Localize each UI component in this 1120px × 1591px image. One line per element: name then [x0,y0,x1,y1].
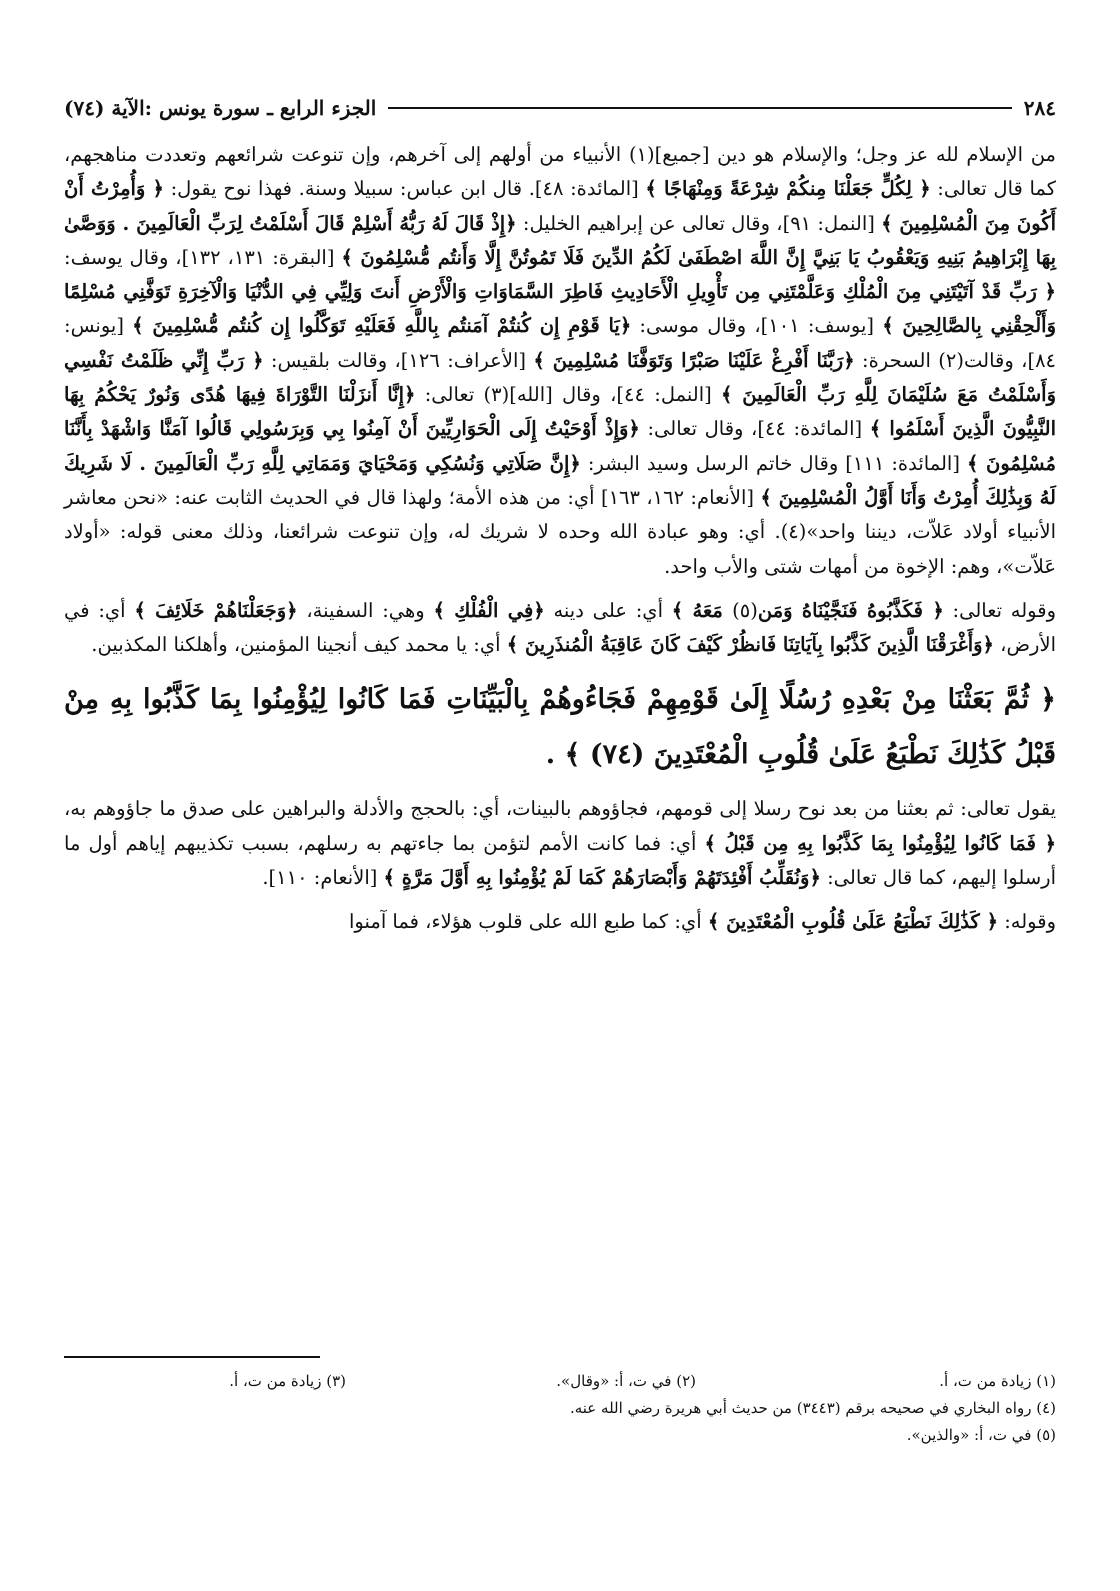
text-run: (٤) [780,520,807,544]
paragraphs-after-verse [64,792,1056,939]
text-run: أي: في الأرض، [64,598,1056,657]
text-run: [المائدة: ٤٤]، وقال تعالى: [639,417,870,441]
quran-quote: ﴿ فَمَا كَانُوا لِيُؤْمِنُوا بِمَا كَذَّبُوا بِهِ مِن قَبْلُ ﴾ [704,831,1056,855]
quran-quote: ﴿فِي الْفُلْكِ ﴾ [433,598,545,622]
footnote-5: (٥) في ت، أ: «والذين». [906,1426,1056,1444]
text-run: [المائدة: ٤٨]. قال ابن عباس: سبيلا وسنة. فهذا نوح يقول: [163,177,646,201]
footnote-2: (٢) في ت، أ: «وقال». [556,1372,696,1390]
paragraph [64,138,1056,584]
quran-quote: ﴿ كَذَٰلِكَ نَطْبَعُ عَلَىٰ قُلُوبِ الْمُعْتَدِينَ ﴾ [707,910,999,934]
text-run: (٢) [938,348,964,372]
footnote-rule [64,1356,320,1358]
text-run: [الأعراف: ١٢٦]، وقالت بلقيس: [263,348,534,372]
quran-quote: ﴿يَا قَوْمِ إِن كُنتُمْ آمَنتُم بِاللَّهِ فَعَلَيْهِ تَوَكَّلُوا إِن كُنتُم مُّسْلِمِينَ ﴾ [132,314,632,338]
quran-quote: ﴿رَبَّنَا أَفْرِغْ عَلَيْنَا صَبْرًا وَتَوَفَّنَا مُسْلِمِينَ ﴾ [533,348,855,372]
header-title: الجزء الرابع ـ سورة يونس :الآية (٧٤) [64,96,377,120]
quran-quote: مَعَهُ ﴾ [671,598,733,622]
quran-quote: ﴿وَأَغْرَقْنَا الَّذِينَ كَذَّبُوا بِآيَاتِنَا فَانظُرْ كَيْفَ كَانَ عَاقِبَةُ الْمُنذَرِينَ ﴾ [506,633,994,657]
text-run: يقول تعالى: ثم بعثنا من بعد نوح رسلا إلى قومهم، فجاؤوهم بالبينات، أي: بالحجج والأدلة والبراهين على صدق ما جاؤوهم به، [64,797,1056,821]
book-page [64,88,1056,1568]
header-rule [388,107,1011,109]
text-run: (٣) [483,383,510,407]
text-run: وقوله تعالى: [943,598,1056,622]
quran-quote: ﴿ رَبِّ قَدْ آتَيْتَنِي مِنَ الْمُلْكِ وَعَلَّمْتَنِي مِن تَأْوِيلِ الْأَحَادِيثِ فَاطِرَ السَّمَاوَاتِ وَالْأَرْضِ أَنتَ وَلِيِّي فِي الدُّنْيَا وَالْآخِرَةِ تَوَفَّنِي مُسْلِمًا وَأَلْحِقْنِي بِالصَّالِحِينَ ﴾ [64,280,1056,338]
text-run: [الأنعام: ١١٠]. [262,866,384,890]
quran-quote: ﴿إِذْ قَالَ لَهُ رَبُّهُ أَسْلِمْ قَالَ أَسْلَمْتُ لِرَبِّ الْعَالَمِينَ . وَوَصَّىٰ بِهَا إِبْرَاهِيمُ بَنِيهِ وَيَعْقُوبُ يَا بَنِيَّ إِنَّ اللَّهَ اصْطَفَىٰ لَكُمُ الدِّينَ فَلَا تَمُوتُنَّ إِلَّا وَأَنتُم مُّسْلِمُونَ ﴾ [64,211,1056,269]
text-run: (٥) [732,598,758,622]
footnote-row [64,1368,1056,1395]
paragraph [64,594,1056,663]
text-run: [البقرة: ١٣١، ١٣٢]، وقال يوسف: [64,245,342,269]
main-text [64,138,1056,950]
quran-quote: ﴿وَنُقَلِّبُ أَفْئِدَتَهُمْ وَأَبْصَارَهُمْ كَمَا لَمْ يُؤْمِنُوا بِهِ أَوَّلَ مَرَّةٍ ﴾ [383,866,821,890]
text-run: [النمل: ٩١]، وقال تعالى عن إبراهيم الخليل: [516,211,882,235]
quran-quote: ﴿إِنَّا أَنزَلْنَا التَّوْرَاةَ فِيهَا هُدًى وَنُورٌ يَحْكُمُ بِهَا النَّبِيُّونَ الَّذِينَ أَسْلَمُوا ﴾ [64,383,1056,441]
text-run: أي: على دينه [544,598,672,622]
paragraphs-before-verse [64,138,1056,662]
text-run: (١) [628,143,655,166]
verse-74: ﴿ ثُمَّ بَعَثْنَا مِنْ بَعْدِهِ رُسُلًا إِلَىٰ قَوْمِهِمْ فَجَاءُوهُمْ بِالْبَيِّنَاتِ فَمَا كَانُوا لِيُؤْمِنُوا بِمَا كَذَّبُوا بِهِ مِنْ قَبْلُ كَذَٰلِكَ نَطْبَعُ عَلَىٰ قُلُوبِ الْمُعْتَدِينَ (٧٤) ﴾ . [64,684,1056,771]
quran-quote: ﴿ فَكَذَّبُوهُ فَنَجَّيْنَاهُ وَمَن [757,598,944,622]
quran-quote: ﴿وَإِذْ أَوْحَيْتُ إِلَى الْحَوَارِيِّينَ أَنْ آمِنُوا بِي وَبِرَسُولِي قَالُوا آمَنَّا وَاشْهَدْ بِأَنَّنَا مُسْلِمُونَ ﴾ [64,417,1056,475]
quran-quote: ﴿ رَبِّ إِنِّي ظَلَمْتُ نَفْسِي وَأَسْلَمْتُ مَعَ سُلَيْمَانَ لِلَّهِ رَبِّ الْعَالَمِينَ ﴾ [64,348,1057,407]
text-run: تعالى: [415,383,484,407]
footnote-3: (٣) زيادة من ت، أ. [229,1372,346,1390]
paragraph [64,905,1056,939]
text-run: [الأنعام: ١٦٢، ١٦٣] أي: من هذه الأمة؛ ولهذا قال في الحديث الثابت عنه: «نحن معاشر الأنبياء أولاد عَلاّت، ديننا واحد» [64,485,1056,544]
text-run: من الإسلام لله عز وجل؛ والإسلام هو دين [جميع] [654,143,1056,166]
footnote-4: (٤) رواه البخاري في صحيحه برقم (٣٤٤٣) من حديث أبي هريرة رضي الله عنه. [569,1399,1056,1417]
footnote-1: (١) زيادة من ت، أ. [939,1372,1056,1390]
footnotes [64,1368,1056,1449]
text-run: [يونس: ٨٤]، وقالت [64,314,1057,372]
text-run: الأنبياء من أولهم إلى آخرهم، وإن تنوعت شرائعهم وتعددت مناهجهم، كما قال تعالى: [64,143,1056,201]
text-run: . أي: وهو عبادة الله وحده لا شريك له، وإن تنوعت شرائعنا، وذلك معنى قوله: «أولاد عَلاّت»، وهم: الإخوة من أمهات شتى والأب واحد. [64,520,1056,578]
paragraph [64,792,1056,895]
text-run: [النمل: ٤٤]، وقال [الله] [509,383,722,407]
running-header [64,88,1056,128]
text-run: أي: كما طبع الله على قلوب هؤلاء، فما آمنوا [349,910,708,934]
quran-quote: ﴿ وَأُمِرْتُ أَنْ أَكُونَ مِنَ الْمُسْلِمِينَ ﴾ [64,177,1057,235]
text-run: [المائدة: ١١١] وقال خاتم الرسل وسيد البشر: [580,451,967,475]
text-run: السحرة: [854,348,939,372]
text-run: أي: يا محمد كيف أنجينا المؤمنين، وأهلكنا المكذبين. [91,633,507,657]
page-number: ٢٨٤ [1023,96,1056,120]
text-run: [يوسف: ١٠١]، وقال موسى: [631,314,883,338]
quran-quote: ﴿ لِكُلٍّ جَعَلْنَا مِنكُمْ شِرْعَةً وَمِنْهَاجًا ﴾ [645,177,931,201]
quran-quote: ﴿وَجَعَلْنَاهُمْ خَلَائِفَ ﴾ [134,598,298,622]
text-run: وقوله: [998,910,1056,934]
text-run: أي: فما كانت الأمم لتؤمن بما جاءتهم به رسلهم، بسبب تكذيبهم إياهم أول ما أرسلوا إليهم، كما قال تعالى: [64,831,1056,890]
text-run: وهي: السفينة، [297,598,434,622]
quran-quote: ﴿إِنَّ صَلَاتِي وَنُسُكِي وَمَحْيَايَ وَمَمَاتِي لِلَّهِ رَبِّ الْعَالَمِينَ . لَا شَرِيكَ لَهُ وَبِذَٰلِكَ أُمِرْتُ وَأَنَا أَوَّلُ الْمُسْلِمِينَ ﴾ [64,451,1056,509]
